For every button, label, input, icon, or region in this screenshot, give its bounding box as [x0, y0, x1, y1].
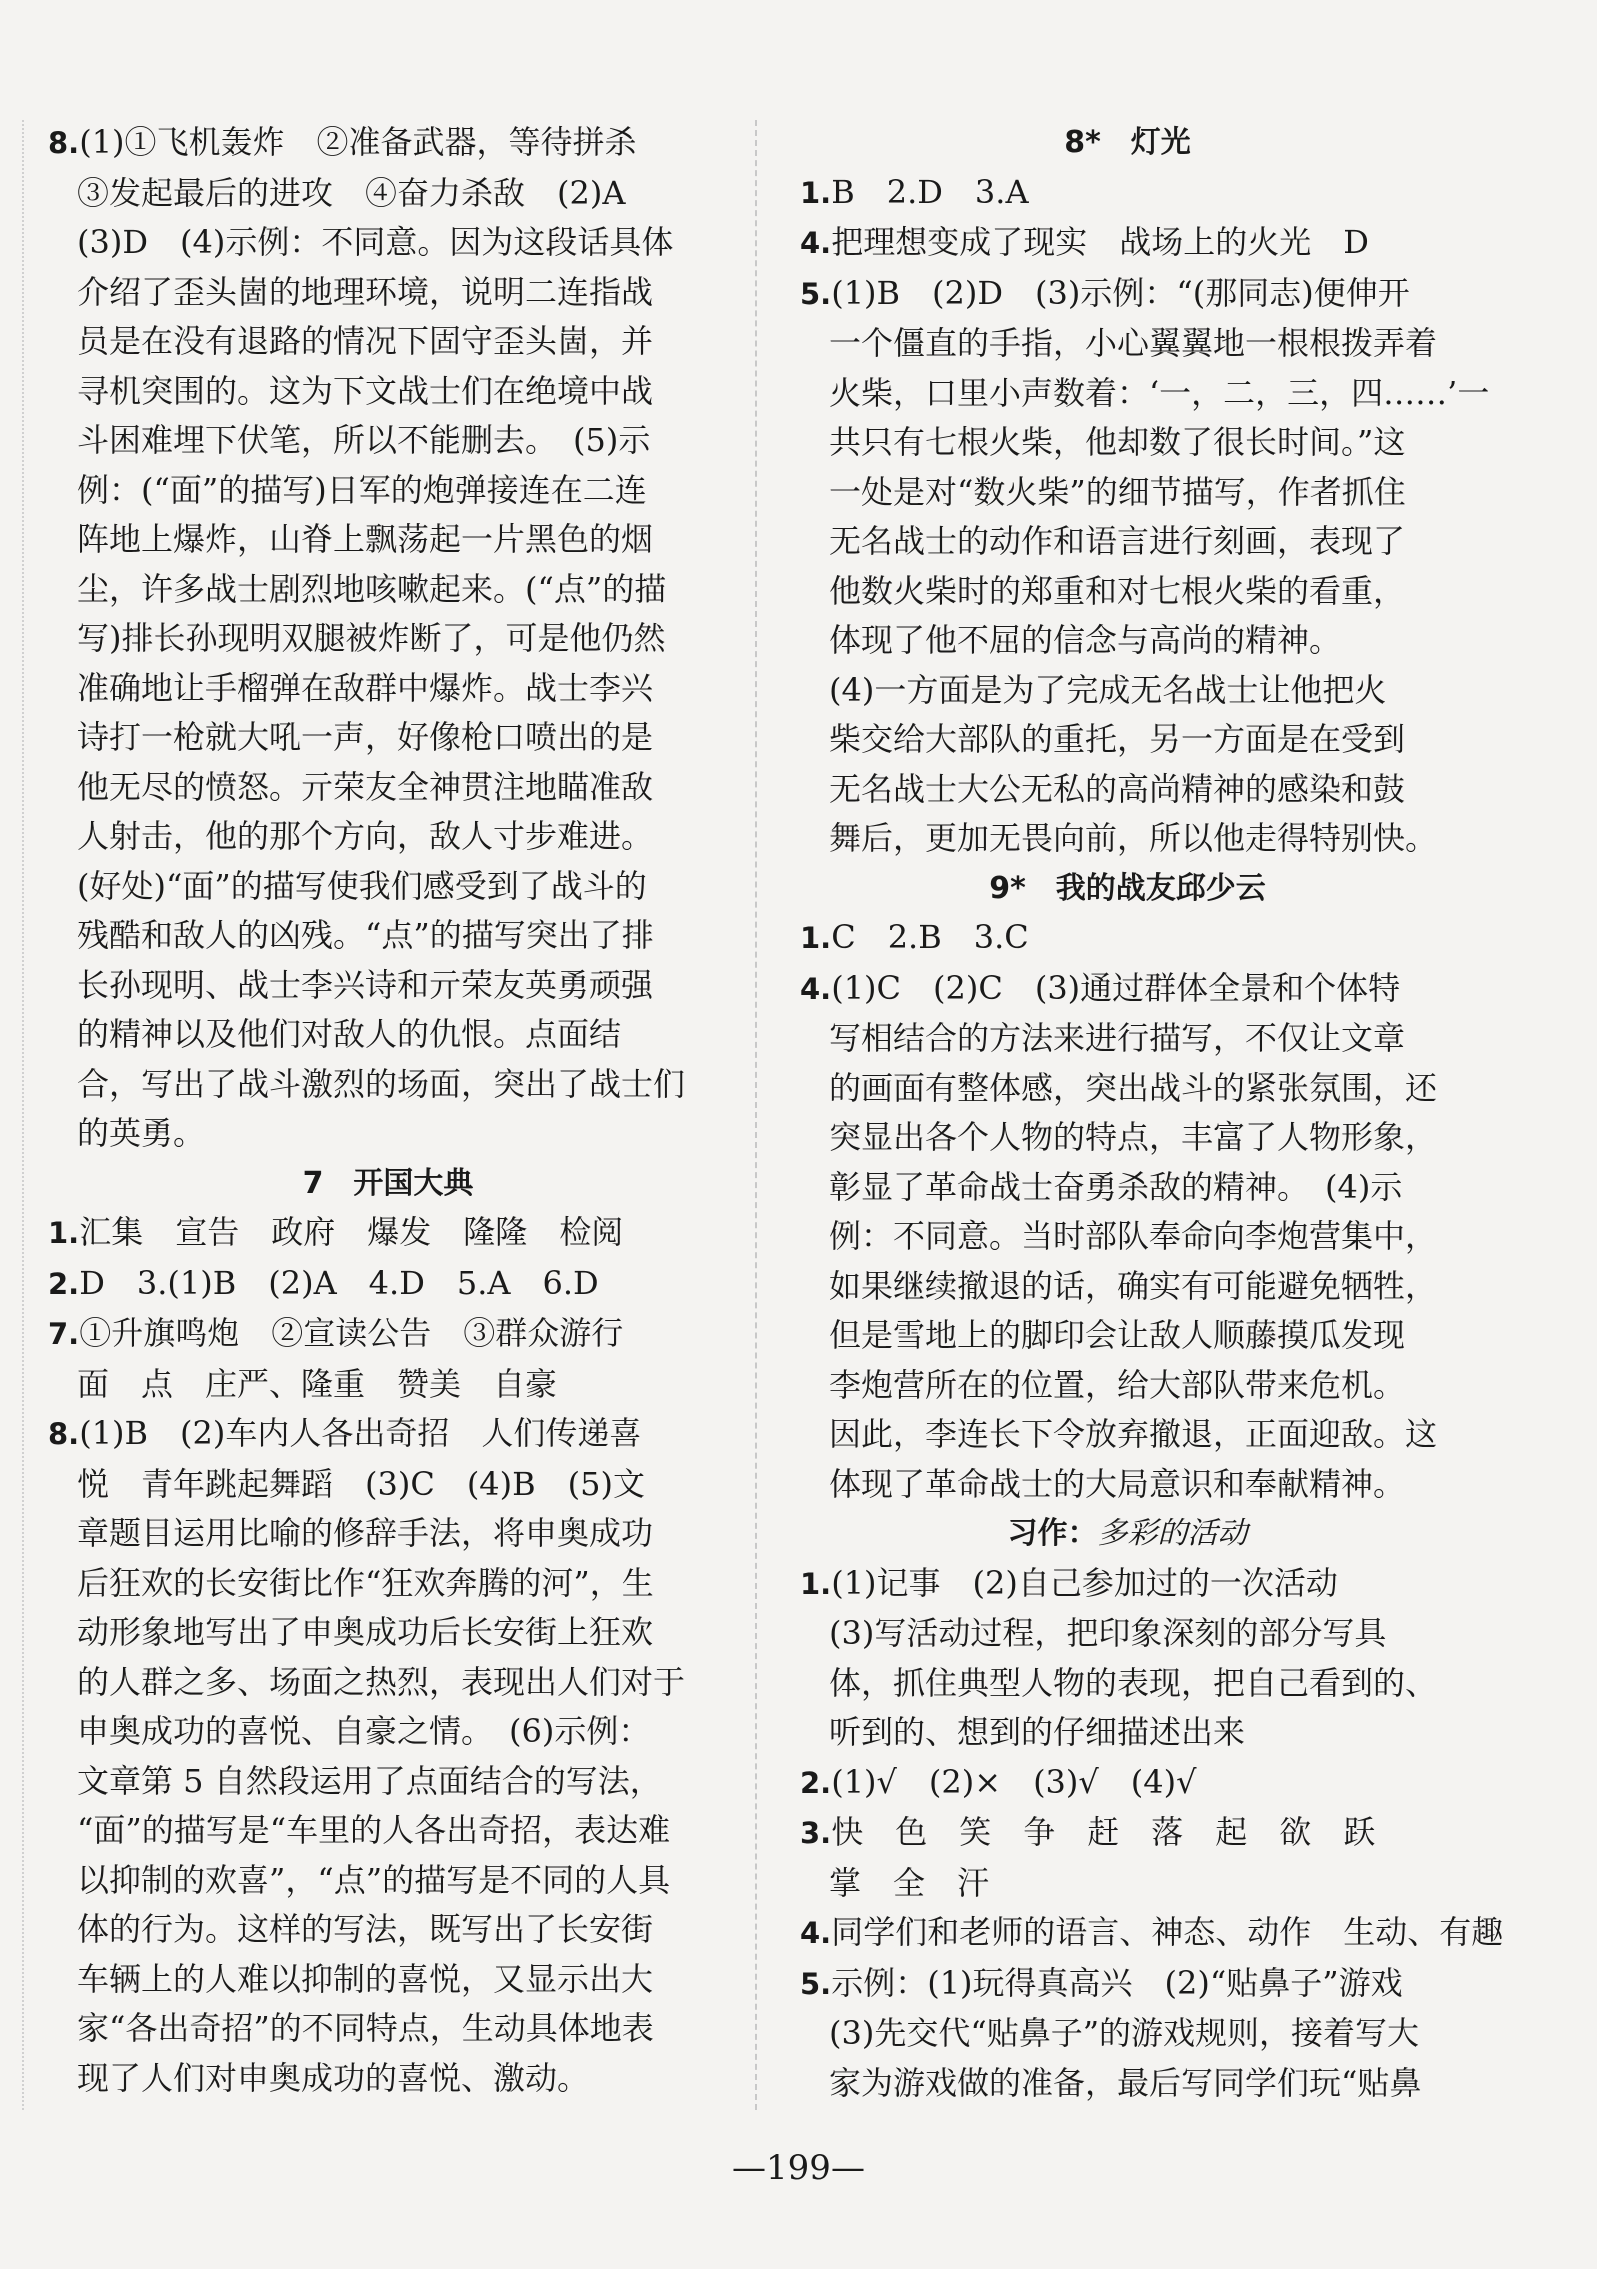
- answer-line: [48, 1509, 728, 1559]
- answer-text: 写相结合的方法来进行描写，不仅让文章: [829, 1019, 1406, 1057]
- answer-line: [48, 515, 728, 565]
- section-heading: [800, 1509, 1455, 1559]
- answer-line: [800, 1163, 1455, 1213]
- answer-line: [48, 565, 728, 615]
- answer-line: [48, 118, 728, 169]
- answer-text: 斗困难埋下伏笔，所以不能删去。 (5)示: [77, 421, 651, 459]
- column-divider: [755, 120, 757, 2110]
- answer-text: 阵地上爆炸，山脊上飘荡起一片黑色的烟: [77, 520, 654, 558]
- answer-text: “面”的描写是“车里的人各出奇招，表达难: [77, 1811, 671, 1849]
- answer-line: [48, 1658, 728, 1708]
- answer-text: 尘，许多战士剧烈地咳嗽起来。(“点”的描: [77, 569, 667, 608]
- answer-line: [800, 468, 1455, 518]
- answer-text: 合，写出了战斗激烈的场面，突出了战士们: [77, 1064, 686, 1103]
- question-number: 8.: [48, 126, 80, 160]
- answer-text: 把理想变成了现实 战场上的火光 D: [831, 223, 1369, 261]
- question-number: 4.: [800, 1916, 832, 1950]
- question-number: 8.: [48, 1417, 80, 1451]
- answer-text: 共只有七根火柴，他却数了很长时间。”这: [829, 423, 1406, 461]
- answer-line: [800, 814, 1455, 864]
- answer-text: 他无尽的愤怒。亓荣友全神贯注地瞄准敌: [77, 767, 654, 806]
- answer-line: [48, 1010, 728, 1060]
- answer-line: [48, 1856, 728, 1906]
- question-number: 2.: [48, 1266, 80, 1301]
- answer-text: 的人群之多、场面之热烈，表现出人们对于: [77, 1662, 686, 1701]
- answer-text: 长孙现明、战士李兴诗和亓荣友英勇顽强: [77, 965, 654, 1004]
- answer-line: [48, 466, 728, 516]
- answer-text: 以抑制的欢喜”，“点”的描写是不同的人具: [77, 1860, 671, 1899]
- answer-line: [800, 1808, 1455, 1859]
- question-number: 1.: [800, 921, 832, 955]
- answer-line: [48, 317, 728, 367]
- answer-line: [48, 1259, 728, 1310]
- answer-text: 体现了他不屈的信念与高尚的精神。: [829, 621, 1342, 659]
- answer-text: 残酷和敌人的凶残。“点”的描写突出了排: [77, 916, 654, 954]
- page-number: —199—: [732, 2148, 865, 2188]
- question-number: 1.: [800, 175, 832, 210]
- answer-line: [800, 1559, 1455, 1610]
- answer-text: 动形象地写出了申奥成功后长安街上狂欢: [77, 1613, 654, 1651]
- section-heading: 9* 我的战友邱少云: [989, 870, 1266, 906]
- answer-text: 诗打一枪就大吼一声，好像枪口喷出的是: [77, 718, 654, 756]
- answer-text: (1)B (2)D (3)示例：“(那同志)便伸开: [831, 273, 1410, 312]
- answer-line: [800, 1361, 1455, 1411]
- answer-text: 员是在没有退路的情况下固守歪头崮，并: [77, 322, 654, 360]
- answer-text: 后狂欢的长安街比作“狂欢奔腾的河”，生: [77, 1563, 654, 1602]
- answer-text: (1)C (2)C (3)通过群体全景和个体特: [831, 968, 1401, 1007]
- left-column: [48, 118, 728, 2103]
- answer-text: 示例：(1)玩得真高兴 (2)“贴鼻子”游戏: [831, 1963, 1403, 2002]
- answer-line: [48, 1060, 728, 1110]
- answer-line: [48, 961, 728, 1011]
- answer-line: [800, 1311, 1455, 1361]
- answer-line: [48, 1409, 728, 1460]
- answer-line: [48, 1208, 728, 1259]
- answer-text: 一处是对“数火柴”的细节描写，作者抓住: [829, 472, 1406, 511]
- question-number: 2.: [800, 1765, 832, 1800]
- answer-text: 柴交给大部队的重托，另一方面是在受到: [829, 720, 1406, 758]
- answer-text: 例：不同意。当时部队奉命向李炮营集中，: [829, 1217, 1438, 1255]
- answer-text: 同学们和老师的语言、神态、动作 生动、有趣: [831, 1913, 1504, 1951]
- answer-line: [800, 1460, 1455, 1510]
- answer-line: [48, 1806, 728, 1856]
- answer-text: D 3.(1)B (2)A 4.D 5.A 6.D: [79, 1263, 599, 1302]
- answer-line: [48, 1460, 728, 1510]
- heading-topic: 多彩的活动: [1097, 1516, 1248, 1551]
- answer-text: ①升旗鸣炮 ②宣读公告 ③群众游行: [79, 1314, 624, 1352]
- left-margin-rule: [22, 120, 24, 2110]
- answer-line: [48, 169, 728, 219]
- question-number: 5.: [800, 276, 832, 311]
- answer-text: 的英勇。: [77, 1114, 206, 1152]
- answer-text: 悦 青年跳起舞蹈 (3)C (4)B (5)文: [77, 1464, 645, 1503]
- question-number: 1.: [48, 1216, 80, 1250]
- answer-text: 文章第 5 自然段运用了点面结合的写法，: [77, 1761, 662, 1800]
- answer-line: [800, 1113, 1455, 1163]
- answer-text: 火柴，口里小声数着：‘一，二，三，四……’一: [829, 373, 1490, 412]
- answer-line: [48, 218, 728, 268]
- answer-line: [800, 715, 1455, 765]
- answer-text: 准确地让手榴弹在敌群中爆炸。战士李兴: [77, 668, 654, 707]
- answer-text: (好处)“面”的描写使我们感受到了战斗的: [77, 866, 647, 905]
- answer-line: [800, 1708, 1455, 1758]
- question-number: 5.: [800, 1966, 832, 2001]
- answer-text: (3)D (4)示例：不同意。因为这段话具体: [77, 223, 674, 261]
- answer-text: 一个僵直的手指，小心翼翼地一根根拨弄着: [829, 324, 1438, 362]
- answer-text: 但是雪地上的脚印会让敌人顺藤摸瓜发现: [829, 1316, 1406, 1354]
- answer-line: [48, 367, 728, 417]
- answer-text: (3)写活动过程，把印象深刻的部分写具: [829, 1614, 1387, 1652]
- answer-line: [48, 2004, 728, 2054]
- answer-line: [48, 1559, 728, 1609]
- answer-text: (1)记事 (2)自己参加过的一次活动: [831, 1563, 1338, 1602]
- answer-text: 无名战士大公无私的高尚精神的感染和鼓: [829, 769, 1406, 808]
- answer-text: 他数火柴时的郑重和对七根火柴的看重，: [829, 571, 1406, 610]
- answer-text: 舞后，更加无畏向前，所以他走得特别快。: [829, 819, 1438, 857]
- answer-line: [800, 2009, 1455, 2059]
- answer-line: [48, 1360, 728, 1410]
- question-number: 3.: [800, 1816, 832, 1850]
- answer-line: [800, 517, 1455, 567]
- answer-text: 无名战士的动作和语言进行刻画，表现了: [829, 522, 1406, 560]
- answer-line: [800, 913, 1455, 964]
- answer-line: [800, 1212, 1455, 1262]
- heading-label: 习作：: [1007, 1516, 1098, 1551]
- answer-text: 体现了革命战士的大局意识和奉献精神。: [829, 1464, 1406, 1503]
- answer-line: [48, 614, 728, 664]
- answer-line: [800, 1014, 1455, 1064]
- question-number: 7.: [48, 1317, 80, 1351]
- answer-line: [48, 664, 728, 714]
- answer-text: 章题目运用比喻的修辞手法，将申奥成功: [77, 1514, 654, 1552]
- answer-text: 彰显了革命战士奋勇杀敌的精神。 (4)示: [829, 1167, 1403, 1206]
- answer-text: 体的行为。这样的写法，既写出了长安街: [77, 1910, 654, 1948]
- answer-text: 人射击，他的那个方向，敌人寸步难进。: [77, 817, 654, 855]
- answer-text: 因此，李连长下令放弃撤退，正面迎敌。这: [829, 1415, 1438, 1453]
- answer-line: [48, 1109, 728, 1159]
- question-number: 1.: [800, 1566, 832, 1601]
- answer-text: (1)√ (2)× (3)√ (4)√: [831, 1762, 1197, 1801]
- answer-line: [48, 911, 728, 961]
- answer-text: B 2.D 3.A: [831, 172, 1029, 211]
- answer-line: [48, 713, 728, 763]
- answer-text: 汇集 宣告 政府 爆发 隆隆 检阅: [79, 1213, 624, 1251]
- answer-text: 写)排长孙现明双腿被炸断了，可是他仍然: [77, 619, 666, 657]
- answer-text: (3)先交代“贴鼻子”的游戏规则，接着写大: [829, 2014, 1420, 2052]
- answer-text: 家为游戏做的准备，最后写同学们玩“贴鼻: [829, 2063, 1422, 2102]
- answer-text: 家“各出奇招”的不同特点，生动具体地表: [77, 2009, 654, 2047]
- answer-text: 车辆上的人难以抑制的喜悦，又显示出大: [77, 1959, 654, 1998]
- right-column: [800, 118, 1504, 2108]
- answer-text: 申奥成功的喜悦、自豪之情。 (6)示例：: [77, 1712, 651, 1750]
- answer-line: [800, 964, 1455, 1015]
- answer-line: [800, 1908, 1504, 1959]
- answer-line: [800, 369, 1490, 419]
- section-heading: 7 开国大典: [302, 1165, 474, 1201]
- answer-text: C 2.B 3.C: [831, 918, 1029, 956]
- answer-line: [48, 1707, 728, 1757]
- answer-line: [800, 666, 1455, 716]
- answer-text: 体，抓住典型人物的表现，把自己看到的、: [829, 1663, 1438, 1702]
- question-number: 4.: [800, 226, 832, 260]
- answer-line: [800, 1064, 1455, 1114]
- answer-line: [800, 1758, 1455, 1809]
- answer-text: (4)一方面是为了完成无名战士让他把火: [829, 670, 1387, 709]
- answer-line: [48, 1608, 728, 1658]
- answer-line: [800, 1959, 1455, 2010]
- answer-line: [800, 616, 1455, 666]
- answer-line: [48, 268, 728, 318]
- answer-text: 快 色 笑 争 赶 落 起 欲 跃: [831, 1813, 1376, 1851]
- answer-line: [48, 812, 728, 862]
- answer-line: [48, 1905, 728, 1955]
- answer-line: [800, 319, 1455, 369]
- answer-text: 如果继续撤退的话，确实有可能避免牺牲，: [829, 1266, 1438, 1305]
- answer-text: 现了人们对申奥成功的喜悦、激动。: [77, 2058, 590, 2097]
- answer-line: [48, 763, 728, 813]
- answer-line: [800, 1659, 1455, 1709]
- answer-text: 李炮营所在的位置，给大部队带来危机。: [829, 1365, 1406, 1404]
- answer-line: [800, 765, 1455, 815]
- answer-line: [800, 1609, 1455, 1659]
- answer-line: [800, 1859, 1455, 1909]
- question-number: 4.: [800, 971, 832, 1006]
- section-heading: 8* 灯光: [1064, 125, 1191, 160]
- answer-line: [48, 1757, 728, 1807]
- answer-line: [800, 1262, 1455, 1312]
- answer-line: [800, 2059, 1455, 2109]
- answer-line: [800, 168, 1455, 219]
- answer-text: 面 点 庄严、隆重 赞美 自豪: [77, 1364, 558, 1403]
- answer-line: [800, 269, 1455, 320]
- answer-line: [48, 1309, 728, 1360]
- answer-line: [800, 218, 1455, 269]
- answer-text: (1)①飞机轰炸 ②准备武器，等待拼杀: [79, 123, 637, 161]
- answer-text: 例：(“面”的描写)日军的炮弹接连在二连: [77, 470, 647, 509]
- answer-text: 的画面有整体感，突出战斗的紧张氛围，还: [829, 1068, 1438, 1107]
- answer-line: [48, 2054, 728, 2104]
- answer-text: ③发起最后的进攻 ④奋力杀敌 (2)A: [77, 173, 626, 212]
- answer-line: [800, 418, 1455, 468]
- answer-line: [48, 862, 728, 912]
- answer-line: [48, 416, 728, 466]
- answer-text: 掌 全 汗: [829, 1863, 990, 1902]
- answer-line: [48, 1955, 728, 2005]
- answer-text: 听到的、想到的仔细描述出来: [829, 1713, 1246, 1751]
- answer-text: 突显出各个人物的特点，丰富了人物形象，: [829, 1118, 1438, 1156]
- answer-text: (1)B (2)车内人各出奇招 人们传递喜: [79, 1414, 642, 1452]
- answer-text: 介绍了歪头崮的地理环境，说明二连指战: [77, 272, 654, 311]
- answer-line: [800, 567, 1455, 617]
- answer-text: 的精神以及他们对敌人的仇恨。点面结: [77, 1015, 622, 1053]
- answer-text: 寻机突围的。这为下文战士们在绝境中战: [77, 371, 654, 410]
- answer-line: [800, 1410, 1455, 1460]
